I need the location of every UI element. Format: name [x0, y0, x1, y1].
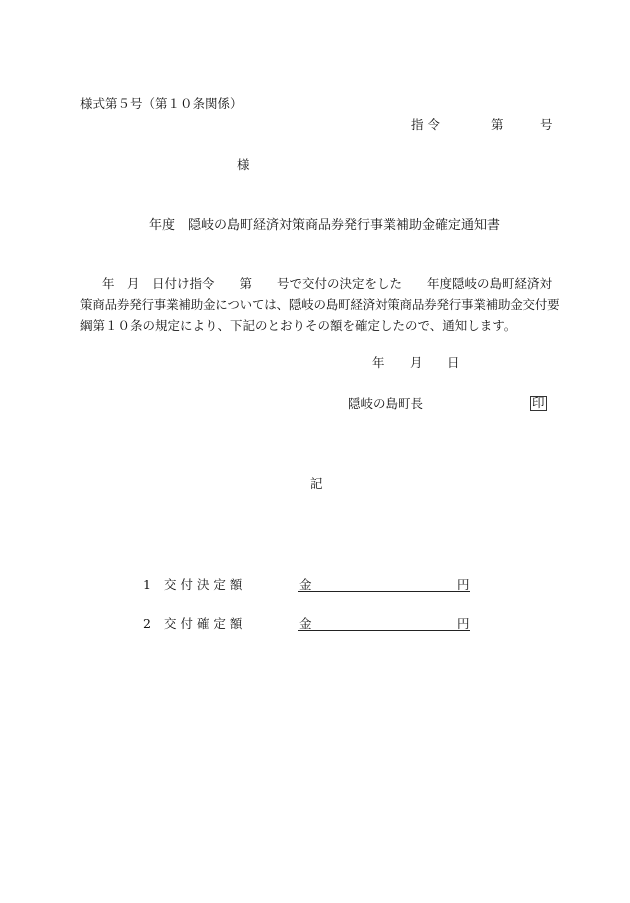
- item-1-label: 交 付 決 定 額: [164, 577, 243, 592]
- item-2-label: 交 付 確 定 額: [164, 616, 243, 631]
- item-1-underline: [298, 591, 470, 592]
- addressee-suffix: 様: [237, 157, 250, 172]
- item-1-number: 1: [143, 577, 151, 592]
- ref-dai: 第: [491, 117, 504, 132]
- item-2-underline: [298, 630, 470, 631]
- document-title: 年度 隠岐の島町経済対策商品券発行事業補助金確定通知書: [149, 218, 501, 233]
- item-2-kin: 金: [299, 616, 312, 631]
- date-month: 月: [410, 355, 423, 370]
- date-year: 年: [372, 355, 385, 370]
- body-line-1: 年 月 日付け指令 第 号で交付の決定をした 年度隠岐の島町経済対: [102, 276, 553, 291]
- item-1-yen: 円: [457, 577, 470, 592]
- form-label: 様式第５号（第１０条関係）: [80, 96, 243, 111]
- seal-mark: 印: [532, 395, 545, 410]
- body-line-2: 策商品券発行事業補助金については、隠岐の島町経済対策商品券発行事業補助金交付要: [80, 297, 560, 312]
- body-line-3: 綱第１０条の規定により、下記のとおりその額を確定したので、通知します。: [80, 318, 517, 333]
- ref-go: 号: [540, 117, 553, 132]
- item-1-kin: 金: [299, 577, 312, 592]
- issuer: 隠岐の島町長: [348, 396, 424, 411]
- date-day: 日: [447, 355, 460, 370]
- item-2-yen: 円: [457, 616, 470, 631]
- item-2-number: 2: [143, 616, 151, 631]
- ki-heading: 記: [310, 476, 323, 491]
- ref-shirei: 指 令: [411, 117, 440, 132]
